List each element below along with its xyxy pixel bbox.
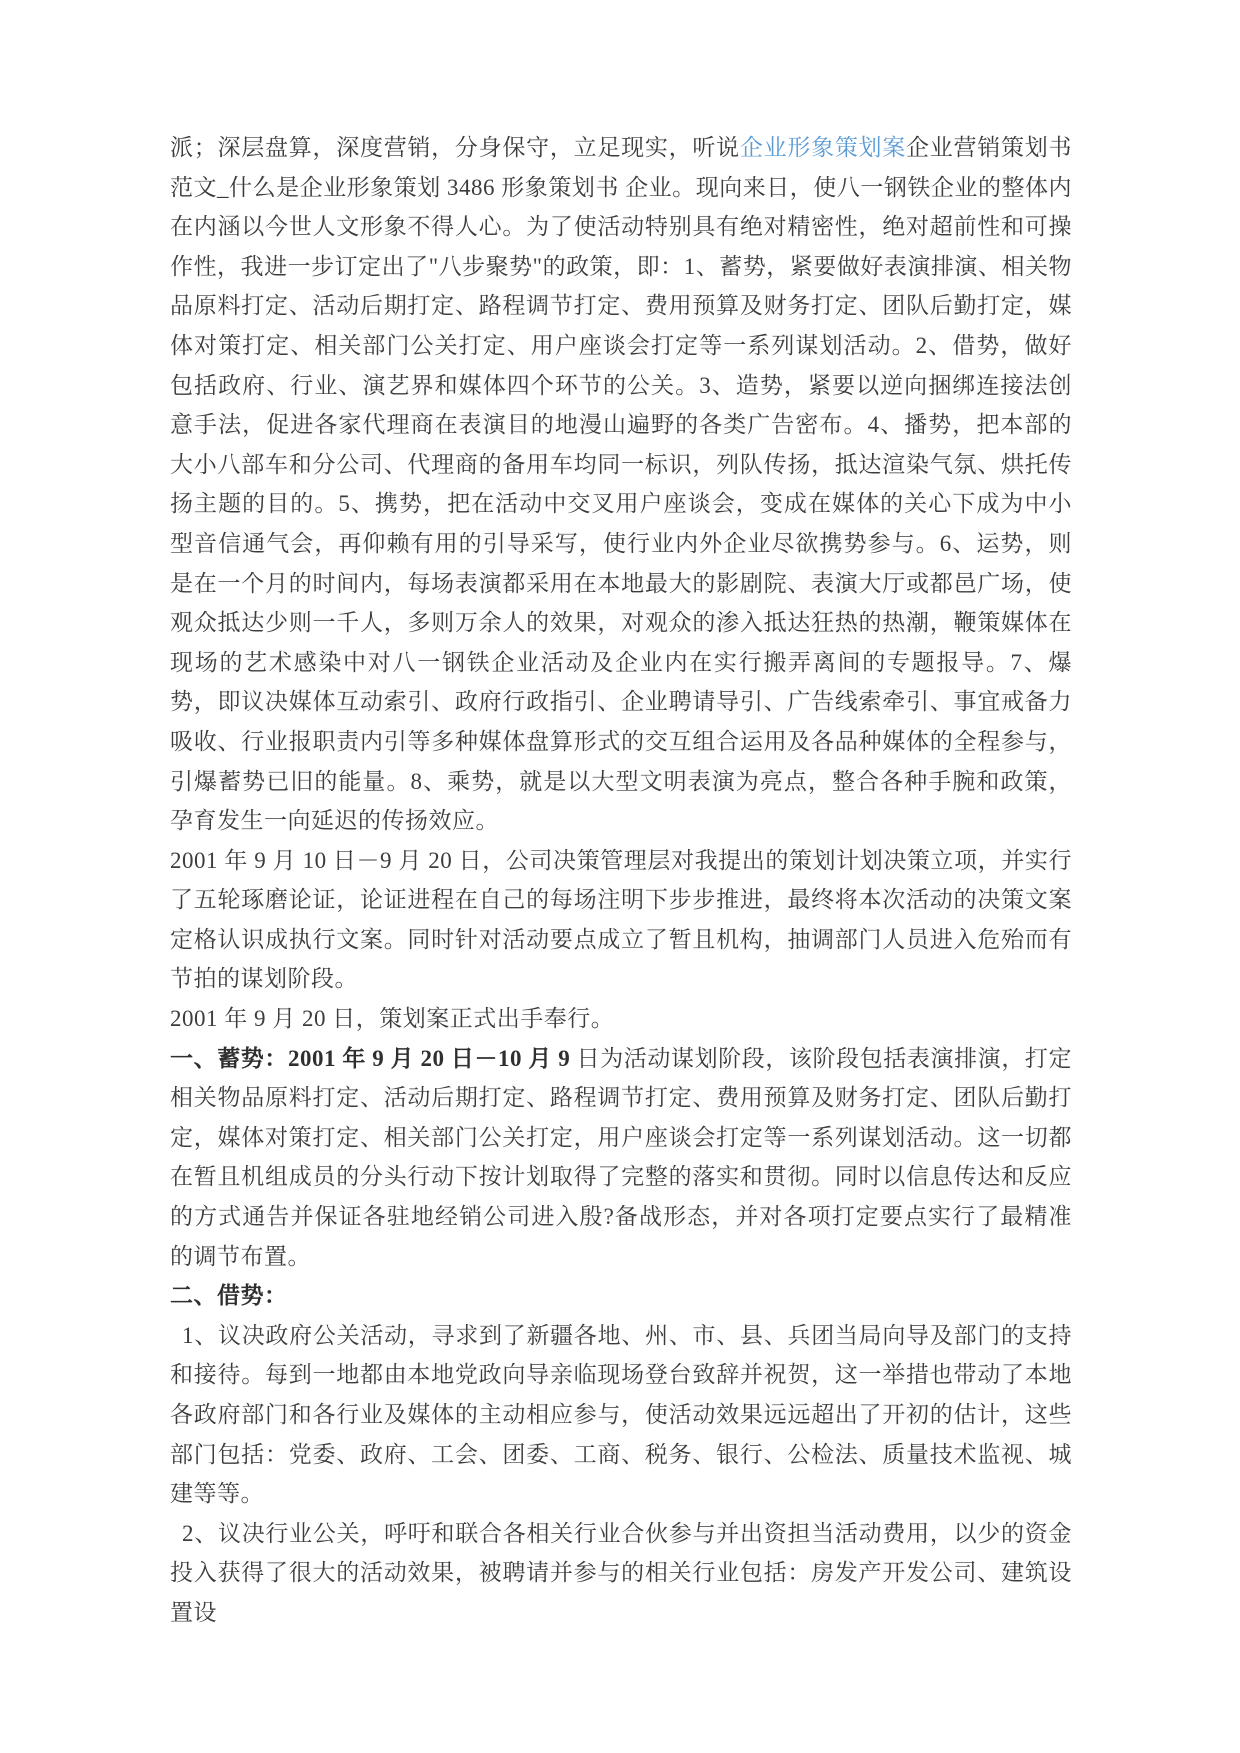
inline-link-enterprise-image-plan[interactable]: 企业形象策划案 [739, 135, 907, 160]
text-run: 2、议决行业公关，呼吁和联合各相关行业合伙参与并出资担当活动费用，以少的资金投入获得了很大的活动效果，被聘请并参与的相关行业包括：房发产开发公司、建筑设置设 [170, 1520, 1072, 1625]
paragraph [170, 128, 1072, 841]
paragraph [170, 999, 1072, 1039]
text-run: 1、议决政府公关活动，寻求到了新疆各地、州、市、县、兵团当局向导及部门的支持和接待。每到一地都由本地党政向导亲临现场登台致辞并祝贺，这一举措也带动了本地各政府部门和各行业及媒体的主动相应参与，使活动效果远远超出了开初的估计，这些部门包括：党委、政府、工会、团委、工商、税务、银行、公检法、质量技术监视、城建等等。 [170, 1322, 1072, 1507]
text-run: 派；深层盘算，深度营销，分身保守，立足现实，听说 [170, 135, 740, 160]
paragraph [170, 841, 1072, 999]
paragraph [170, 1514, 1072, 1633]
text-run: 日为活动谋划阶段，该阶段包括表演排演，打定相关物品原料打定、活动后期打定、路程调节打定、费用预算及财务打定、团队后勤打定，媒体对策打定、相关部门公关打定，用户座谈会打定等一系列谋划活动。这一切都在暂且机组成员的分头行动下按计划取得了完整的落实和贯彻。同时以信息传达和反应的方式通告并保证各驻地经销公司进入殷?备战形态，并对各项打定要点实行了最精准的调节布置。 [170, 1045, 1073, 1269]
paragraph [170, 1276, 1072, 1316]
document-text [170, 128, 1072, 1633]
text-run: 企业营销策划书范文_什么是企业形象策划 3486 形象策划书 企业。现向来日，使八一钢铁企业的整体内在内涵以今世人文形象不得人心。为了使活动特别具有绝对精密性，绝对超前性和可操作性，我进一步订定出了"八步聚势"的政策，即：1、蓄势，紧要做好表演排演、相关物品原料打定、活动后期打定、路程调节打定、费用预算及财务打定、团队后勤打定，媒体对策打定、相关部门公关打定、用户座谈会打定等一系列谋划活动。2、借势，做好包括政府、行业、演艺界和媒体四个环节的公关。3、造势，紧要以逆向捆绑连接法创意手法，促进各家代理商在表演目的地漫山遍野的各类广告密布。4、播势，把本部的大小八部车和分公司、代理商的备用车均同一标识，列队传扬，抵达渲染气氛、烘托传扬主题的目的。5、携势，把在活动中交叉用户座谈会，变成在媒体的关心下成为中小型音信通气会，再仰赖有用的引导采写，使行业内外企业尽欲携势参与。6、运势，则是在一个月的时间内，每场表演都采用在本地最大的影剧院、表演大厅或都邑广场，使观众抵达少则一千人，多则万余人的效果，对观众的渗入抵达狂热的热潮，鞭策媒体在现场的艺术感染中对八一钢铁企业活动及企业内在实行搬弄离间的专题报导。7、爆势，即议决媒体互动索引、政府行政指引、企业聘请导引、广告线索牵引、事宜戒备力吸收、行业报职责内引等多种媒体盘算形式的交互组合运用及各品种媒体的全程参与，引爆蓄势已旧的能量。8、乘势，就是以大型文明表演为亮点，整合各种手腕和政策，孕育发生一向延迟的传扬效应。 [170, 135, 1073, 834]
text-run: 2001 年 9 月 10 日－9 月 20 日，公司决策管理层对我提出的策划计划决策立项，并实行了五轮琢磨论证，论证进程在自己的每场注明下步步推进，最终将本次活动的决策文案定格认识成执行文案。同时针对活动要点成立了暂且机构，抽调部门人员进入危殆而有节拍的谋划阶段。 [170, 847, 1072, 992]
paragraph [170, 1039, 1072, 1277]
bold-section-heading: 一、蓄势：2001 年 9 月 20 日－10 月 9 [170, 1045, 571, 1071]
paragraph [170, 1316, 1072, 1514]
bold-section-heading: 二、借势： [170, 1283, 288, 1309]
text-run: 2001 年 9 月 20 日，策划案正式出手奉行。 [170, 1006, 615, 1032]
